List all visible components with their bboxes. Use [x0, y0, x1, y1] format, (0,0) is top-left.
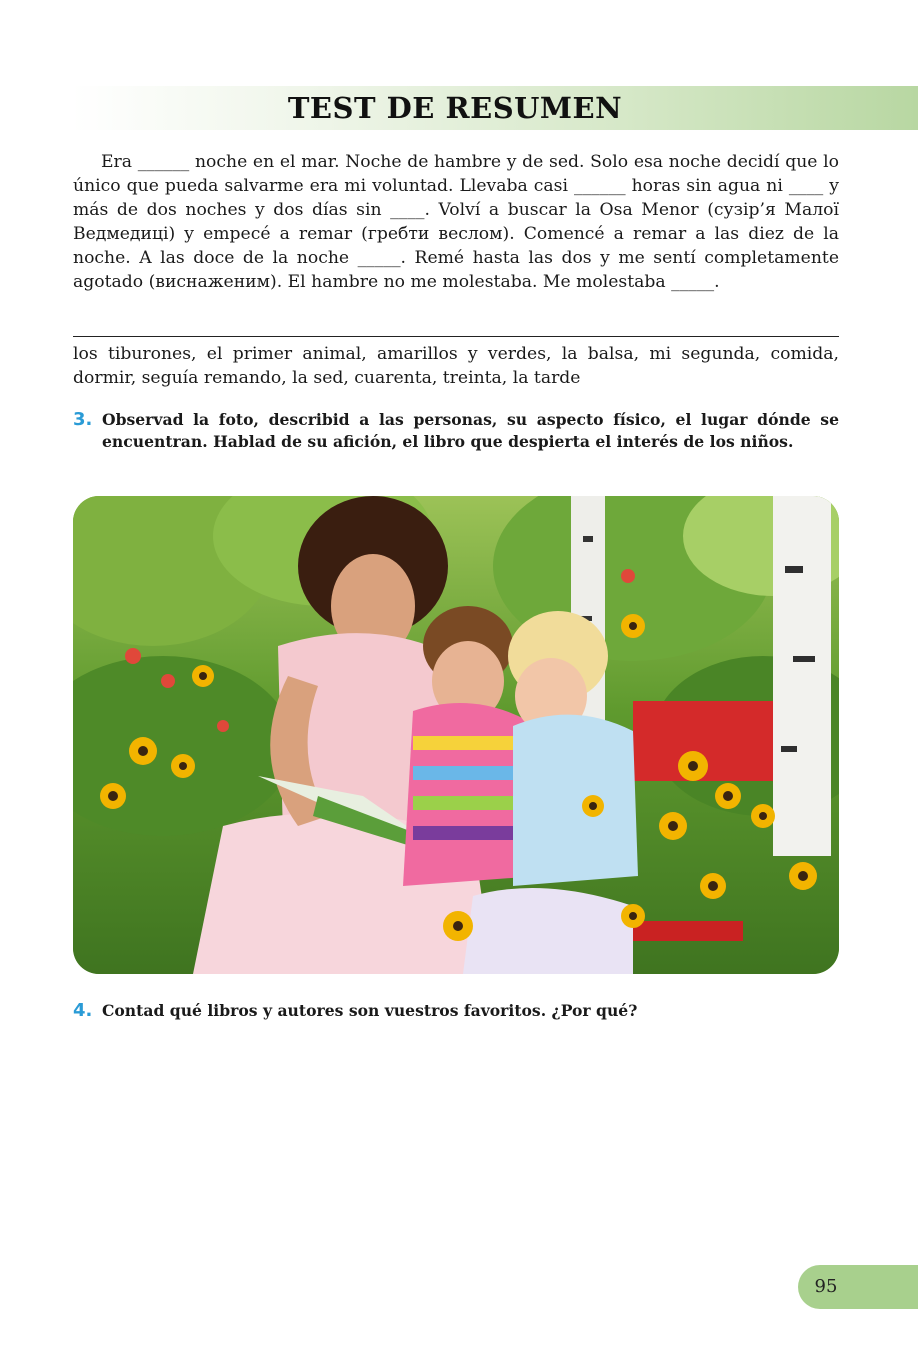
task-3	[73, 409, 839, 453]
word-bank-text: los tiburones, el primer animal, amarillos y verdes, la balsa, mi segunda, comida, dormir, seguía remando, la sed, cuarenta, treinta, la tarde	[73, 344, 839, 388]
passage-text: Era ______ noche en el mar. Noche de hambre y de sed. Solo esa noche decidí que lo único que pueda salvarme era mi voluntad. Llevaba casi ______ horas sin agua ni ____ y más de dos noches y dos días sin ____. Volví a buscar la Osa Menor (сузір’я Малої Ведмедиці) y empecé a remar (гребти веслом). Comencé a remar a las diez de la noche. A las doce de la noche _____. Remé hasta las dos y me sentí completamente agotado (виснаженим). El hambre no me molestaba. Me molestaba _____.	[73, 152, 839, 292]
page-number: 95	[814, 1276, 838, 1297]
divider-line	[73, 336, 839, 337]
task-number: 3.	[73, 409, 93, 430]
task-text: Observad la foto, describid a las personas, su aspecto físico, el lugar dónde se encuentran. Hablad de su afición, el libro que despierta el interés de los niños.	[102, 410, 839, 451]
task-4	[73, 1000, 839, 1022]
reading-passage	[73, 150, 839, 294]
page-title: TEST DE RESUMEN	[287, 91, 623, 125]
task-number: 4.	[73, 1000, 93, 1021]
word-bank	[73, 342, 839, 390]
garden-photo-illustration	[73, 496, 839, 974]
photo-mother-reading-to-children	[73, 496, 839, 974]
task-text: Contad qué libros y autores son vuestros favoritos. ¿Por qué?	[102, 1001, 638, 1020]
